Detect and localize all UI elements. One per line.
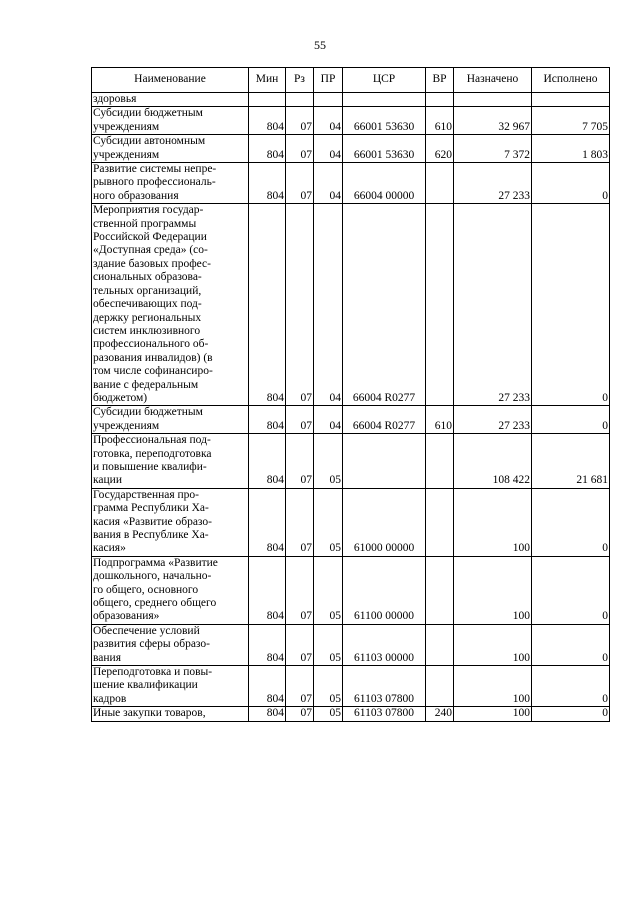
- cell-name-line: кации: [93, 474, 122, 487]
- cell-rz: [286, 93, 314, 107]
- cell-min: 804: [249, 624, 286, 665]
- cell-name: [92, 163, 249, 204]
- cell-name: [92, 93, 249, 107]
- cell-name-line: касия «Развитие образо-: [93, 515, 212, 528]
- cell-name-line: Иные закупки товаров,: [93, 707, 206, 720]
- cell-name-line: развития сферы образо-: [93, 638, 210, 651]
- cell-min: [249, 93, 286, 107]
- cell-vr: 240: [426, 707, 454, 721]
- cell-executed: [532, 93, 610, 107]
- cell-name-line: Подпрограмма «Развитие: [93, 556, 218, 569]
- cell-assigned: 27 233: [454, 406, 532, 434]
- cell-executed: 0: [532, 556, 610, 624]
- cell-name-line: готовка, переподготовка: [93, 447, 212, 460]
- header-executed: Исполнено: [532, 68, 610, 93]
- cell-name: [92, 666, 249, 707]
- cell-name-line: грамма Республики Ха-: [93, 502, 209, 515]
- cell-name-line: образования»: [93, 610, 160, 623]
- cell-name-line: Переподготовка и повы-: [93, 666, 213, 679]
- cell-name: [92, 488, 249, 556]
- cell-vr: 610: [426, 406, 454, 434]
- cell-name-line: рывного профессиональ-: [93, 176, 216, 189]
- cell-pr: 05: [314, 488, 343, 556]
- table-row: [92, 666, 610, 707]
- cell-executed: 0: [532, 488, 610, 556]
- cell-min: 804: [249, 666, 286, 707]
- cell-name-line: разования инвалидов) (в: [93, 351, 213, 364]
- cell-pr: 05: [314, 666, 343, 707]
- cell-name-line: здоровья: [93, 93, 137, 105]
- cell-name-line: Обеспечение условий: [93, 624, 200, 637]
- header-min: Мин: [249, 68, 286, 93]
- cell-csr: 66004 00000: [343, 163, 426, 204]
- cell-pr: 04: [314, 204, 343, 406]
- cell-name: [92, 624, 249, 665]
- cell-name-line: общего, среднего общего: [93, 597, 217, 610]
- page-number: 55: [314, 38, 326, 52]
- cell-rz: 07: [286, 434, 314, 489]
- header-csr: ЦСР: [343, 68, 426, 93]
- table-row: [92, 624, 610, 665]
- cell-name-line: учреждениям: [93, 419, 160, 432]
- cell-csr: [343, 93, 426, 107]
- table-row: [92, 488, 610, 556]
- cell-rz: 07: [286, 107, 314, 135]
- cell-vr: [426, 204, 454, 406]
- cell-assigned: 27 233: [454, 204, 532, 406]
- cell-name: [92, 556, 249, 624]
- cell-name-line: вание с федеральным: [93, 378, 199, 391]
- cell-pr: 05: [314, 434, 343, 489]
- cell-min: 804: [249, 163, 286, 204]
- table-row: [92, 707, 610, 721]
- cell-name-line: и повышение квалифи-: [93, 460, 207, 473]
- cell-name-line: ственной программы: [93, 217, 197, 230]
- cell-csr: 61000 00000: [343, 488, 426, 556]
- cell-name-line: го общего, основного: [93, 583, 199, 596]
- cell-min: 804: [249, 707, 286, 721]
- cell-name-line: вания: [93, 651, 121, 664]
- cell-name: [92, 135, 249, 163]
- cell-name-line: «Доступная среда» (со-: [93, 244, 208, 257]
- cell-assigned: [454, 93, 532, 107]
- cell-name-line: учреждениям: [93, 148, 160, 161]
- cell-name: [92, 434, 249, 489]
- cell-assigned: 100: [454, 488, 532, 556]
- cell-name-line: кадров: [93, 692, 127, 705]
- cell-rz: 07: [286, 163, 314, 204]
- cell-vr: [426, 666, 454, 707]
- cell-name-line: Мероприятия государ-: [93, 204, 204, 217]
- cell-assigned: 100: [454, 666, 532, 707]
- cell-executed: 21 681: [532, 434, 610, 489]
- cell-name-line: касия»: [93, 542, 126, 555]
- cell-vr: [426, 624, 454, 665]
- cell-csr: 66004 R0277: [343, 204, 426, 406]
- cell-min: 804: [249, 107, 286, 135]
- cell-name-line: обеспечивающих под-: [93, 298, 202, 311]
- cell-rz: 07: [286, 204, 314, 406]
- cell-csr: 66004 R0277: [343, 406, 426, 434]
- cell-assigned: 100: [454, 556, 532, 624]
- table-body: [92, 93, 610, 722]
- table-row: [92, 107, 610, 135]
- cell-name-line: здание базовых профес-: [93, 257, 211, 270]
- cell-name-line: Профессиональная под-: [93, 434, 211, 447]
- cell-assigned: 108 422: [454, 434, 532, 489]
- cell-name-line: Субсидии бюджетным: [93, 107, 203, 120]
- cell-name-line: вания в Республике Ха-: [93, 529, 209, 541]
- cell-csr: 61103 07800: [343, 707, 426, 721]
- cell-executed: 0: [532, 707, 610, 721]
- cell-name-line: Российской Федерации: [93, 231, 207, 244]
- cell-name-line: тельных организаций,: [93, 284, 202, 297]
- cell-min: 804: [249, 204, 286, 406]
- cell-assigned: 100: [454, 624, 532, 665]
- cell-name-line: систем инклюзивного: [93, 324, 201, 337]
- table-row: [92, 434, 610, 489]
- cell-executed: 0: [532, 204, 610, 406]
- table-row: [92, 204, 610, 406]
- cell-assigned: 27 233: [454, 163, 532, 204]
- cell-executed: 0: [532, 666, 610, 707]
- cell-assigned: 100: [454, 707, 532, 721]
- table-row: [92, 135, 610, 163]
- cell-min: 804: [249, 406, 286, 434]
- cell-name-line: дошкольного, начально-: [93, 570, 212, 583]
- cell-pr: 04: [314, 406, 343, 434]
- header-vr: ВР: [426, 68, 454, 93]
- cell-rz: 07: [286, 666, 314, 707]
- cell-name: [92, 107, 249, 135]
- cell-assigned: 32 967: [454, 107, 532, 135]
- table-row: [92, 406, 610, 434]
- table-header-row: [92, 68, 610, 93]
- cell-pr: 05: [314, 707, 343, 721]
- cell-name-line: ного образования: [93, 189, 179, 202]
- cell-csr: 61100 00000: [343, 556, 426, 624]
- cell-rz: 07: [286, 707, 314, 721]
- cell-name-line: Государственная про-: [93, 488, 200, 501]
- cell-executed: 7 705: [532, 107, 610, 135]
- cell-vr: 610: [426, 107, 454, 135]
- cell-min: 804: [249, 135, 286, 163]
- header-assigned: Назначено: [454, 68, 532, 93]
- cell-vr: [426, 488, 454, 556]
- cell-rz: 07: [286, 406, 314, 434]
- cell-name-line: Субсидии автономным: [93, 135, 206, 148]
- cell-name-line: Субсидии бюджетным: [93, 406, 203, 419]
- cell-rz: 07: [286, 135, 314, 163]
- cell-vr: [426, 556, 454, 624]
- cell-executed: 0: [532, 163, 610, 204]
- table-row: [92, 556, 610, 624]
- cell-min: 804: [249, 434, 286, 489]
- cell-vr: [426, 93, 454, 107]
- cell-pr: 05: [314, 624, 343, 665]
- table-row: [92, 163, 610, 204]
- cell-vr: [426, 434, 454, 489]
- cell-pr: 04: [314, 163, 343, 204]
- cell-executed: 0: [532, 624, 610, 665]
- cell-csr: [343, 434, 426, 489]
- cell-vr: [426, 163, 454, 204]
- cell-rz: 07: [286, 624, 314, 665]
- table-row: [92, 93, 610, 107]
- cell-csr: 61103 00000: [343, 624, 426, 665]
- cell-name: [92, 707, 249, 721]
- cell-rz: 07: [286, 488, 314, 556]
- header-rz: Рз: [286, 68, 314, 93]
- cell-vr: 620: [426, 135, 454, 163]
- cell-min: 804: [249, 488, 286, 556]
- cell-name-line: бюджетом): [93, 391, 148, 404]
- cell-pr: 04: [314, 107, 343, 135]
- cell-name-line: сиональных образова-: [93, 271, 202, 284]
- cell-name-line: Развитие системы непре-: [93, 163, 217, 176]
- cell-name: [92, 406, 249, 434]
- cell-assigned: 7 372: [454, 135, 532, 163]
- cell-name-line: шение квалификации: [93, 679, 198, 692]
- cell-name: [92, 204, 249, 406]
- header-name: Наименование: [92, 68, 249, 93]
- cell-csr: 61103 07800: [343, 666, 426, 707]
- cell-executed: 1 803: [532, 135, 610, 163]
- budget-table: [91, 67, 610, 722]
- cell-name-line: учреждениям: [93, 120, 160, 133]
- cell-rz: 07: [286, 556, 314, 624]
- cell-pr: 04: [314, 135, 343, 163]
- cell-executed: 0: [532, 406, 610, 434]
- header-pr: ПР: [314, 68, 343, 93]
- cell-pr: [314, 93, 343, 107]
- cell-name-line: профессионального об-: [93, 338, 209, 351]
- cell-pr: 05: [314, 556, 343, 624]
- cell-name-line: держку региональных: [93, 311, 202, 324]
- cell-csr: 66001 53630: [343, 135, 426, 163]
- cell-csr: 66001 53630: [343, 107, 426, 135]
- cell-name-line: том числе софинансиро-: [93, 365, 213, 378]
- cell-min: 804: [249, 556, 286, 624]
